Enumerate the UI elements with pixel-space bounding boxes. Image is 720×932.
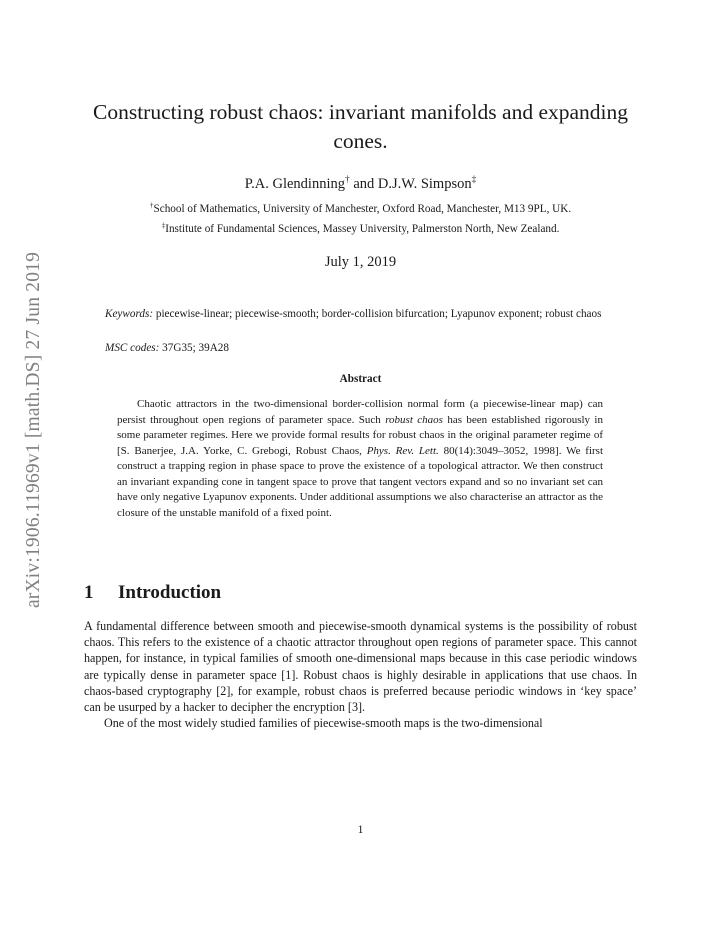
abstract-emphasis: robust chaos — [385, 413, 443, 426]
abstract-journal: Phys. Rev. Lett. — [366, 444, 439, 457]
abstract-heading: Abstract — [339, 373, 382, 385]
paragraph: A fundamental difference between smooth and piecewise-smooth dynamical systems is the possibility of robust chaos. This refers to the existence of a chaotic attractor throughout open regions of parameter space. This cannot happen, for instance, in typical families of smooth one-dimensional maps because in this case periodic windows are typically dense in parameter space [1]. Robust chaos is highly desirable in applications that use chaos. In chaos-based cryptography [2], for example, robust chaos is preferred because periodic windows in ‘key space’ can be usurped by a hacker to decipher the encryption [3]. — [84, 619, 637, 715]
affiliation-mark: ‡ — [471, 175, 477, 186]
abstract-body — [117, 397, 603, 521]
msc-codes — [105, 342, 229, 354]
section-number: 1 — [84, 582, 94, 603]
affiliation-text: School of Mathematics, University of Manchester, Oxford Road, Manchester, M13 9PL, UK. — [153, 203, 572, 215]
author-name: P.A. Glendinning — [244, 176, 345, 192]
introduction-body — [84, 618, 637, 731]
affiliation-1 — [84, 203, 637, 215]
paper-title: Constructing robust chaos: invariant manifolds and expanding cones. — [92, 100, 628, 153]
keywords-text: piecewise-linear; piecewise-smooth; border-collision bifurcation; Lyapunov exponent; robust chaos — [153, 308, 602, 320]
abstract-text: Chaotic attractors in the two-dimensional border-collision normal form (a piecewise-linear map) can persist throughout open regions of parameter space. Such — [117, 398, 603, 426]
keywords-label: Keywords: — [105, 308, 154, 320]
abstract-text: has been established rigorously in some parameter regimes. Here we provide formal results for robust chaos in the original parameter regime of [S. Banerjee, J.A. Yorke, C. Grebogi, Robust Chaos, — [117, 413, 603, 457]
author-line — [84, 176, 637, 193]
msc-text: 37G35; 39A28 — [159, 342, 229, 354]
affiliation-mark: † — [149, 201, 154, 210]
affiliation-text: Institute of Fundamental Sciences, Massey University, Palmerston North, New Zealand. — [165, 223, 560, 235]
section-title: Introduction — [118, 582, 222, 603]
page-number: 1 — [357, 822, 364, 836]
author-name: D.J.W. Simpson — [377, 176, 472, 192]
msc-label: MSC codes: — [105, 342, 160, 354]
author-connector: and — [349, 176, 378, 192]
paper-date: July 1, 2019 — [324, 254, 397, 270]
paragraph: One of the most widely studied families of piecewise-smooth maps is the two-dimensional — [104, 716, 543, 731]
affiliation-mark: ‡ — [161, 221, 166, 230]
arxiv-identifier-stamp: arXiv:1906.11969v1 [math.DS] 27 Jun 2019 — [23, 251, 44, 609]
section-heading — [84, 582, 221, 604]
affiliation-2 — [84, 223, 637, 235]
keywords — [84, 307, 637, 323]
affiliation-mark: † — [344, 175, 350, 186]
abstract-text: 80(14):3049–3052, 1998]. We first construct a trapping region in phase space to prove the existence of a topological attractor. We then construct an invariant expanding cone in tangent space to prove that tangent vectors expand and so no invariant set can have only negative Lyapunov exponents. Under additional assumptions we also characterise an attractor as the closure of the unstable manifold of a fixed point. — [117, 444, 603, 519]
